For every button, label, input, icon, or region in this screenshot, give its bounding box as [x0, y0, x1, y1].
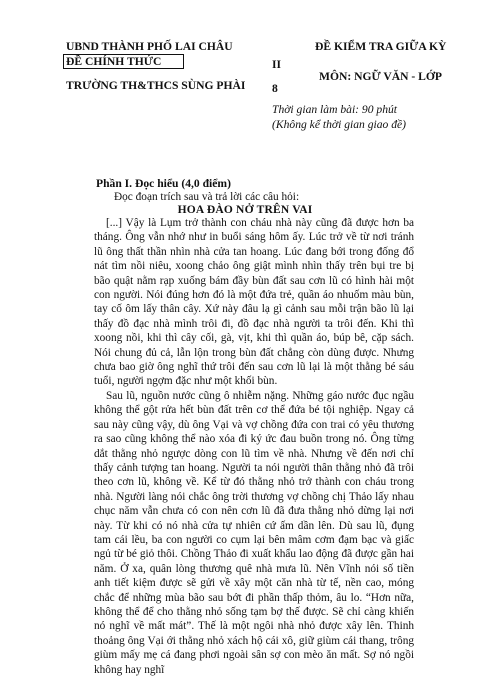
- exam-time-note: (Không kể thời gian giao đề): [272, 118, 407, 131]
- exam-term: II: [272, 58, 282, 71]
- exam-title: ĐỀ KIỂM TRA GIỮA KỲ: [315, 40, 447, 53]
- exam-subject: MÔN: NGỮ VĂN - LỚP: [319, 70, 443, 83]
- school-name: TRƯỜNG TH&THCS SÙNG PHÀI: [66, 79, 246, 92]
- official-label: ĐỀ CHÍNH THỨC: [63, 54, 184, 69]
- passage-paragraph: [...] Vậy là Lụm trở thành con cháu nhà này cũng đã được hơn ba tháng. Ông vẫn nhớ như in buổi sáng hôm ấy. Lúc trở về từ nơi tránh lũ ông thất thần nhìn nhà cửa tan hoang. Lúc đang bới trong đống đổ nát tìm nồi niêu, xoong chảo ông giật mình nhìn thấy trên bụi tre bị bão quật nằm rạp xuống bám đầy bùn đất sau cơn lũ có hình hài một con người. Nói đúng hơn đó là một đứa trẻ, quần áo nhuốm màu bùn, tay cố ôm lấy thân cây. Xứ này đâu lạ gì cảnh sau mỗi trận bão lũ lại thấy đồ đạc nhà mình trôi đi, đồ đạc nhà người ta trôi đến. Khi thì xoong nồi, khi thì cây cối, gà, vịt, khi thì quần áo, búp bê, cặp sách. Nói chung đủ cả, lẫn lộn trong bùn đất chẳng còn dùng được. Nhưng chưa bao giờ ông nghĩ thứ trôi đến sau cơn lũ lại là một thằng bé sáu tuổi, người ngợm đặc như một khối bùn.: [94, 217, 414, 388]
- reading-passage: [94, 216, 414, 677]
- story-title: HOA ĐÀO NỞ TRÊN VAI: [177, 204, 313, 216]
- organization-name: UBND THÀNH PHỐ LAI CHÂU: [66, 40, 233, 53]
- exam-time: Thời gian làm bài: 90 phút: [272, 103, 398, 116]
- instruction-text: Đọc đoạn trích sau và trả lời các câu hỏi:: [114, 191, 300, 203]
- passage-paragraph: Sau lũ, nguồn nước cũng ô nhiễm nặng. Những gáo nước đục ngầu không thể gột rửa hết bùn đất trên cơ thể đứa bé tội nghiệp. Ngay cả sau này cũng vậy, dù ông Vại và vợ chồng đứa con trai có yêu thương ra sao cũng không thể nào xóa đi ký ức đau buồn trong nó. Ông từng dắt thằng nhỏ ngược dòng con lũ tìm về nhà. Nhưng về đến nơi chỉ thấy cảnh tượng tan hoang. Người ta nói người thân thằng nhỏ đã trôi theo cơn lũ, không về. Kể từ đó thằng nhỏ trở thành con cháu trong nhà. Người làng nói chắc ông trời thương vợ chồng chị Thảo lấy nhau chục năm vẫn chưa có con nên cơn lũ đã đưa thằng nhỏ dừng lại nơi này. Từ khi có nó nhà cửa tự nhiên cứ ấm dần lên. Dù sau lũ, đụng tam cái lều, ba con người co cụm lại bên mâm cơm đạm bạc và giấc ngủ từ bé giỏ thôi. Chồng Thảo đi xuất khẩu lao động đã được gần hai năm. Ở xa, quân lòng thương quê nhà mưa lũ. Nên Vĩnh nói số tiền anh tiết kiệm được sẽ gửi về xây một căn nhà từ tế, nền cao, móng chắc để những mùa bão sau bớt đi phần thấp thỏm, âu lo. “Hơn nữa, không thể để cho thằng nhỏ sống tạm bợ thế được. Sẽ chỉ càng khiến nó nghĩ về mất mát”. Thế là một ngôi nhà nhỏ được xây lên. Thinh thoảng ông Vại ới thằng nhỏ xách hộ cái xô, giữ giùm cái thang, trông giùm mấy mẹ cá đang phơi ngoài sân sợ con mèo ăn mất. Sợ nó ngồi không hay nghĩ: [94, 389, 414, 676]
- part-title: Phần I. Đọc hiểu (4,0 điểm): [96, 177, 231, 190]
- exam-grade: 8: [272, 82, 278, 95]
